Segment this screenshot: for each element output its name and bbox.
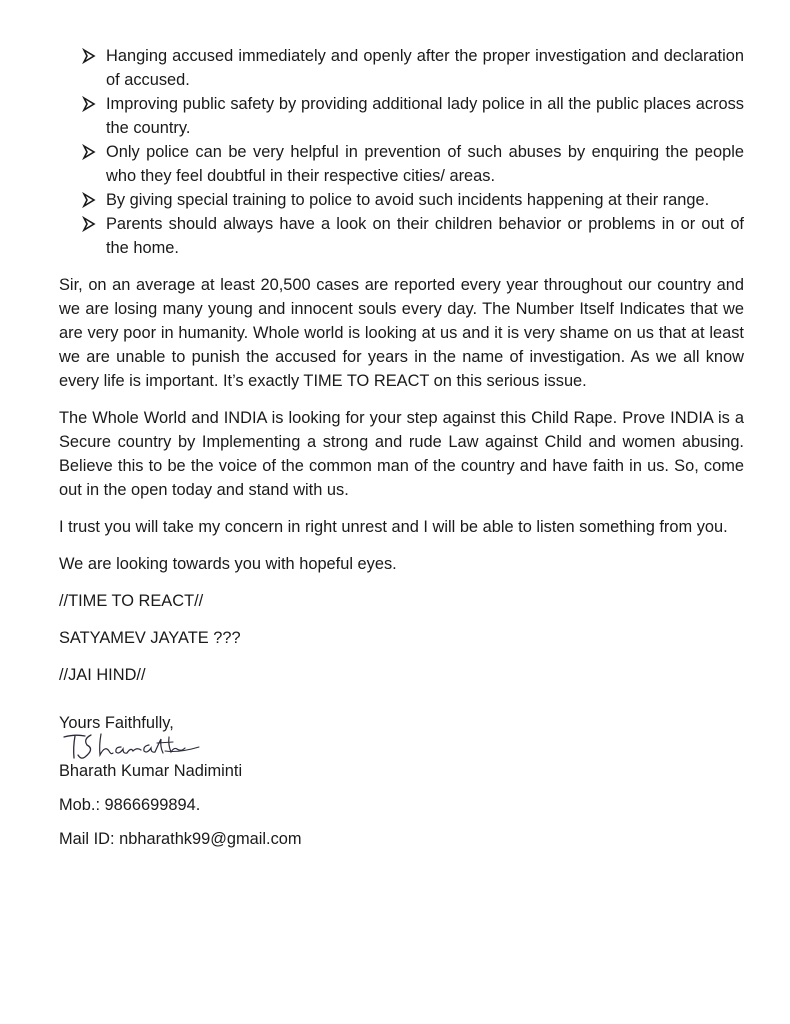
slogan-jai-hind: //JAI HIND// — [59, 666, 146, 684]
sender-email: Mail ID: nbharathk99@gmail.com — [59, 830, 302, 848]
closing-salutation: Yours Faithfully, — [59, 714, 174, 732]
slogan-time-to-react: //TIME TO REACT// — [59, 592, 204, 610]
sender-name: Bharath Kumar Nadiminti — [59, 762, 243, 780]
list-item — [59, 212, 744, 260]
hope-paragraph: We are looking towards you with hopeful eyes. — [59, 555, 397, 573]
list-item — [59, 140, 744, 188]
letter-page — [59, 44, 744, 851]
list-item — [59, 188, 744, 212]
arrow-bullet-icon — [82, 44, 96, 68]
handwritten-signature — [61, 731, 201, 765]
appeal-paragraph: The Whole World and INDIA is looking for your step against this Child Rape. Prove INDIA is a Secure country by Implementing a strong and rude Law against Child and women abusing. Believe this to be the voice of the common man of the country and have faith in us. So, come out in the open today and stand with us. — [59, 409, 744, 499]
list-item-text: Parents should always have a look on their children behavior or problems in or out of the home. — [106, 215, 744, 257]
list-item — [59, 92, 744, 140]
arrow-bullet-icon — [82, 92, 96, 116]
suggestion-list — [59, 44, 744, 260]
list-item-text: Hanging accused immediately and openly after the proper investigation and declaration of accused. — [106, 47, 744, 89]
statistics-paragraph: Sir, on an average at least 20,500 cases are reported every year throughout our country and we are losing many young and innocent souls every day. The Number Itself Indicates that we are very poor in humanity. Whole world is looking at us and it is very shame on us that at least we are unable to punish the accused for years in the name of investigation. As we all know every life is important. It’s exactly TIME TO REACT on this serious issue. — [59, 276, 744, 390]
sender-mobile: Mob.: 9866699894. — [59, 796, 201, 814]
list-item-text: By giving special training to police to avoid such incidents happening at their range. — [106, 191, 710, 209]
list-item-text: Improving public safety by providing additional lady police in all the public places across the country. — [106, 95, 744, 137]
list-item-text: Only police can be very helpful in prevention of such abuses by enquiring the people who they feel doubtful in their respective cities/ areas. — [106, 143, 744, 185]
slogan-satyamev-jayate: SATYAMEV JAYATE ??? — [59, 629, 241, 647]
arrow-bullet-icon — [82, 140, 96, 164]
trust-paragraph: I trust you will take my concern in right unrest and I will be able to listen something from you. — [59, 518, 728, 536]
list-item — [59, 44, 744, 92]
signature-block — [59, 711, 744, 851]
arrow-bullet-icon — [82, 212, 96, 236]
arrow-bullet-icon — [82, 188, 96, 212]
